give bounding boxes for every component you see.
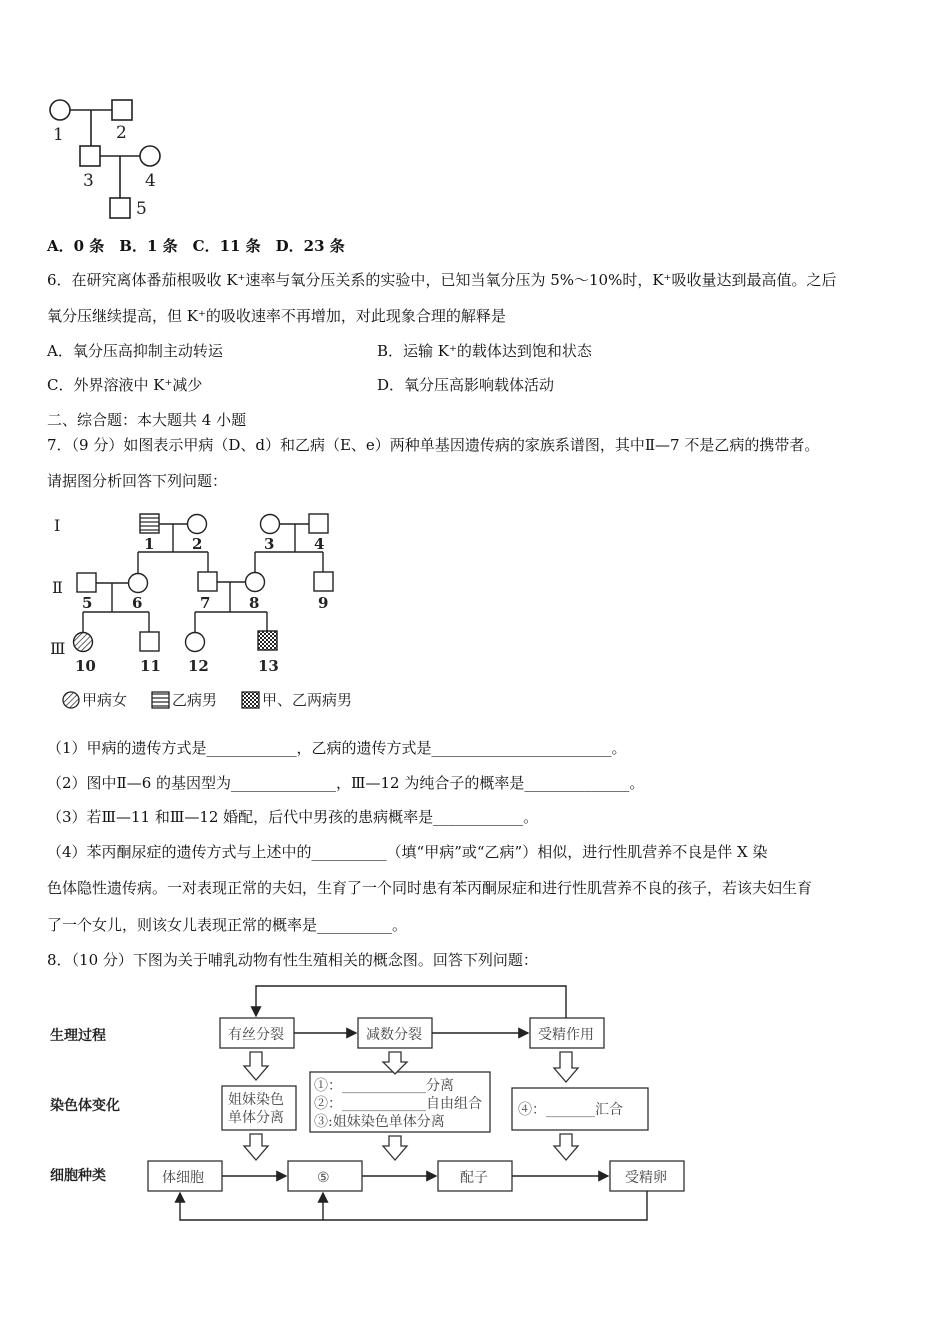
legend-label: 甲、乙两病男	[262, 691, 353, 709]
q8-stem: 8．（10 分）下图为关于哺乳动物有性生殖相关的概念图。回答下列问题：	[47, 951, 538, 969]
q7-pedigree	[40, 505, 380, 720]
legend-label: 乙病男	[172, 691, 218, 709]
down-arrow-icon	[554, 1134, 578, 1160]
individual-number: 2	[192, 535, 203, 553]
fertilization-change: ④：_______汇合	[518, 1102, 623, 1118]
generation-label: Ⅱ	[52, 578, 63, 597]
down-arrow-icon	[554, 1052, 578, 1082]
q6-option-a: A．氧分压高抑制主动转运	[47, 342, 223, 360]
q5-options: A．0 条 B．1 条 C．11 条 D．23 条	[47, 237, 345, 255]
individual-number: 4	[314, 535, 325, 553]
q8-concept-map	[40, 980, 700, 1225]
individual-number: 12	[188, 657, 209, 675]
individual-number: 7	[200, 594, 211, 612]
individual-number: 13	[258, 657, 279, 675]
generation-label: Ⅰ	[54, 516, 61, 535]
individual-number: 8	[249, 594, 260, 612]
top-pedigree	[40, 92, 180, 222]
pedigree-male-4	[309, 514, 328, 533]
pedigree-female-8	[246, 573, 265, 592]
pedigree-label: 3	[83, 171, 94, 191]
meiosis-change-1: ①：____________分离	[314, 1078, 454, 1094]
individual-number: 1	[144, 535, 155, 553]
cell-label: 体细胞	[162, 1170, 204, 1186]
pedigree-female-6	[129, 574, 148, 593]
pedigree-male-2	[112, 100, 132, 120]
q7-sub4-line1: （4）苯丙酮尿症的遗传方式与上述中的__________（填“甲病”或“乙病”）相似，进行性肌营养不良是伴 X 染	[47, 843, 768, 861]
down-arrow-icon	[383, 1052, 407, 1074]
pedigree-female-4	[140, 146, 160, 166]
row-label: 染色体变化	[50, 1098, 120, 1114]
q6-option-c: C．外界溶液中 K⁺减少	[47, 376, 203, 394]
process-label: 减数分裂	[366, 1027, 422, 1043]
q6-option-d: D．氧分压高影响载体活动	[377, 376, 555, 394]
q7-stem-line1: 7．（9 分）如图表示甲病（D、d）和乙病（E、e）两种单基因遗传病的家族系谱图，其中Ⅱ—7 不是乙病的携带者。	[47, 436, 820, 454]
section-title: 二、综合题：本大题共 4 小题	[47, 411, 247, 429]
change-text: 姐妹染色	[228, 1092, 284, 1108]
individual-number: 11	[140, 657, 161, 675]
pedigree-female-2	[188, 515, 207, 534]
down-arrow-icon	[244, 1052, 268, 1080]
pedigree-male-7	[198, 572, 217, 591]
q7-sub1: （1）甲病的遗传方式是____________，乙病的遗传方式是________________________。	[47, 739, 627, 757]
pedigree-female-3	[261, 515, 280, 534]
generation-label: Ⅲ	[50, 639, 66, 658]
individual-number: 10	[75, 657, 96, 675]
q7-stem-line2: 请据图分析回答下列问题：	[47, 472, 228, 490]
legend-label: 甲病女	[82, 691, 128, 709]
q6-option-b: B．运输 K⁺的载体达到饱和状态	[377, 342, 592, 360]
pedigree-label: 4	[145, 171, 156, 191]
process-label: 有丝分裂	[228, 1027, 284, 1043]
meiosis-change-2: ②：____________自由组合	[314, 1096, 482, 1112]
meiosis-change-3: ③:姐妹染色单体分离	[314, 1114, 445, 1130]
pedigree-male-5	[110, 198, 130, 218]
pedigree-male-3	[80, 146, 100, 166]
down-arrow-icon	[383, 1136, 407, 1160]
pedigree-male-1	[140, 514, 159, 533]
individual-number: 3	[264, 535, 275, 553]
legend-affected-male-icon	[152, 692, 169, 708]
q6-stem-line2: 氧分压继续提高，但 K⁺的吸收速率不再增加，对此现象合理的解释是	[47, 307, 506, 325]
pedigree-female-12	[186, 633, 205, 652]
q7-sub2: （2）图中Ⅱ—6 的基因型为______________，Ⅲ—12 为纯合子的概率是______________。	[47, 774, 645, 792]
down-arrow-icon	[244, 1134, 268, 1160]
legend-both-affected-male-icon	[242, 692, 259, 708]
row-label: 生理过程	[50, 1028, 106, 1044]
pedigree-male-11	[140, 632, 159, 651]
pedigree-female-10-affected	[74, 633, 93, 652]
q6-stem-line1: 6．在研究离体番茄根吸收 K⁺速率与氧分压关系的实验中，已知当氧分压为 5%～10%时，K⁺吸收量达到最高值。之后	[47, 271, 837, 289]
pedigree-label: 2	[116, 123, 127, 143]
individual-number: 5	[82, 594, 93, 612]
change-text: 单体分离	[228, 1110, 284, 1126]
cell-label: 受精卵	[625, 1170, 667, 1186]
pedigree-male-9	[314, 572, 333, 591]
legend-affected-female-icon	[63, 692, 79, 708]
cell-label: 配子	[460, 1170, 488, 1186]
pedigree-female-1	[50, 100, 70, 120]
process-label: 受精作用	[538, 1027, 594, 1043]
q7-sub4-line2: 色体隐性遗传病。一对表现正常的夫妇，生育了一个同时患有苯丙酮尿症和进行性肌营养不良的孩子，若该夫妇生育	[47, 879, 813, 897]
individual-number: 9	[318, 594, 329, 612]
individual-number: 6	[132, 594, 143, 612]
pedigree-label: 1	[53, 125, 64, 145]
pedigree-male-13-affected	[258, 631, 277, 650]
row-label: 细胞种类	[50, 1168, 106, 1184]
cell-label: ⑤	[317, 1170, 330, 1186]
pedigree-male-5	[77, 573, 96, 592]
q7-sub3: （3）若Ⅲ—11 和Ⅲ—12 婚配，后代中男孩的患病概率是____________。	[47, 808, 539, 826]
q7-sub4-line3: 了一个女儿，则该女儿表现正常的概率是__________。	[47, 916, 408, 934]
pedigree-label: 5	[136, 199, 147, 219]
